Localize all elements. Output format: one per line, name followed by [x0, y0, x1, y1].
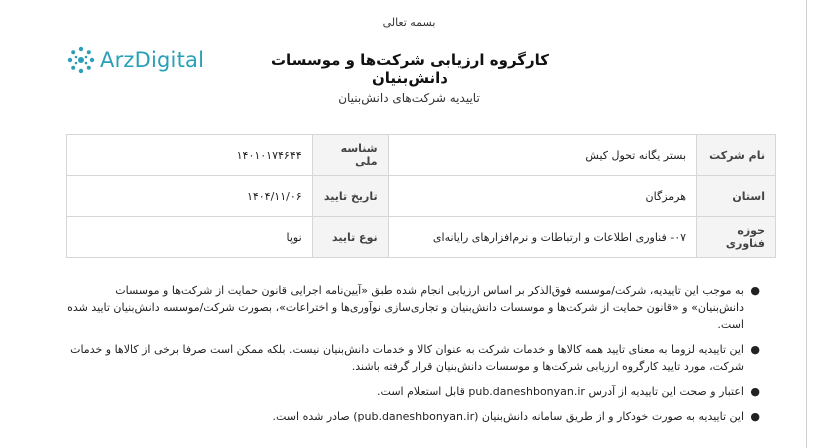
company-name-value: بستر یگانه تحول کیش: [388, 135, 696, 176]
bullet-icon: ●: [750, 343, 760, 356]
table-row: [67, 217, 776, 258]
approval-type-value: نوپا: [67, 217, 313, 258]
province-value: هرمزگان: [388, 176, 696, 217]
note-text: این تاییدیه لزوما به معنای تایید همه کالاها و خدمات شرکت به عنوان کالا و خدمات دانش‌بنیان نیست. بلکه ممکن است صرفا برخی از کالاها و خدمات شرکت، مورد تایید کارگروه ارزیابی شرکت‌ها و موسسات دانش‌بنیان قرار گرفته باشند.: [70, 343, 744, 373]
company-name-label: نام شرکت: [697, 135, 776, 176]
invocation-heading: بسمه تعالی: [382, 16, 436, 29]
table-row: [67, 135, 776, 176]
list-item: [66, 282, 766, 333]
note-text: اعتبار و صحت این تاییدیه از آدرس pub.daneshbonyan.ir قابل استعلام است.: [377, 385, 744, 398]
bullet-icon: ●: [750, 385, 760, 398]
list-item: [66, 383, 766, 400]
notes-section: [66, 282, 766, 433]
tech-field-value: ۰۷- فناوری اطلاعات و ارتباطات و نرم‌افزارهای رایانه‌ای: [388, 217, 696, 258]
national-id-label: شناسه ملی: [312, 135, 388, 176]
bullet-icon: ●: [750, 410, 760, 423]
company-info-table: [66, 134, 776, 258]
arzdigital-logo: [66, 45, 204, 75]
approval-type-label: نوع تایید: [312, 217, 388, 258]
page-title: کارگروه ارزیابی شرکت‌ها و موسسات دانش‌بنیان: [270, 51, 550, 87]
note-text: به موجب این تاییدیه، شرکت/موسسه فوق‌الذکر بر اساس ارزیابی انجام شده طبق «آیین‌نامه اجرایی قانون حمایت از شرکت‌ها و موسسات دانش‌بنیان» و «قانون حمایت از شرکت‌ها و موسسات دانش‌بنیان و تجاری‌سازی نوآوری‌ها و اختراعات»، بصورت شرکت/موسسه دانش‌بنیان تایید شده است.: [67, 284, 744, 331]
table-row: [67, 176, 776, 217]
bullet-icon: ●: [750, 284, 760, 297]
list-item: [66, 341, 766, 375]
list-item: [66, 408, 766, 425]
logo-icon: [66, 45, 96, 75]
national-id-value: ۱۴۰۱۰۱۷۴۶۴۴: [67, 135, 313, 176]
approval-date-label: تاریخ تایید: [312, 176, 388, 217]
logo-wordmark: ArzDigital: [100, 48, 205, 72]
page-border: [806, 0, 807, 448]
note-text: این تاییدیه به صورت خودکار و از طریق سامانه دانش‌بنیان (pub.daneshbonyan.ir) صادر شده است.: [272, 410, 744, 423]
province-label: استان: [697, 176, 776, 217]
approval-date-value: ۱۴۰۴/۱۱/۰۶: [67, 176, 313, 217]
tech-field-label: حوزه فناوری: [697, 217, 776, 258]
notes-list: [66, 282, 766, 425]
page-subtitle: تاییدیه شرکت‌های دانش‌بنیان: [338, 91, 480, 105]
